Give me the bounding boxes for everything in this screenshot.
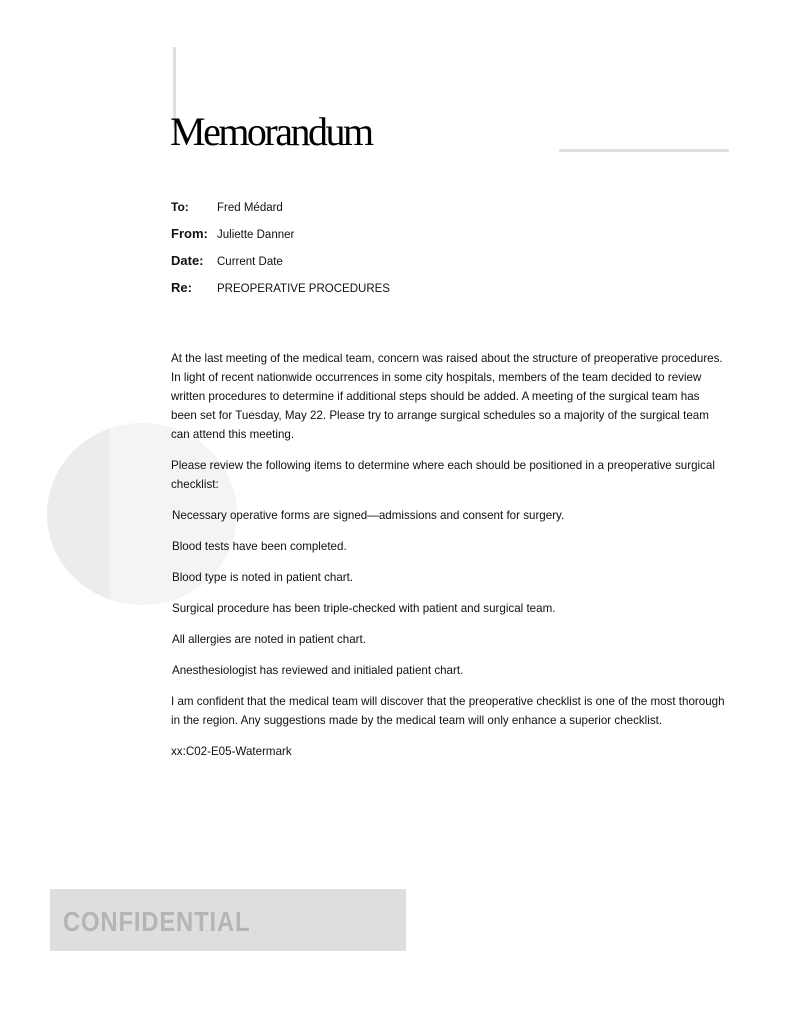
checklist-item: Blood type is noted in patient chart.	[172, 571, 354, 584]
checklist-item: Surgical procedure has been triple-checked with patient and surgical team.	[172, 602, 556, 615]
memo-title: Memorandum	[170, 109, 372, 154]
from-row	[171, 226, 294, 241]
to-label: To:	[171, 200, 189, 214]
confidential-text: CONFIDENTIAL	[63, 906, 251, 937]
re-value: PREOPERATIVE PROCEDURES	[217, 283, 390, 295]
to-value: Fred Médard	[217, 202, 283, 214]
date-row	[171, 253, 283, 268]
from-value: Juliette Danner	[217, 229, 295, 241]
re-label: Re:	[171, 280, 192, 295]
paragraph-closing: I am confident that the medical team will discover that the preoperative checklist is one of the most thorough in the region. Any suggestions made by the medical team will only enhance a superior checklist.	[171, 695, 725, 727]
confidential-watermark	[50, 889, 406, 951]
checklist-item: Necessary operative forms are signed—admissions and consent for surgery.	[172, 509, 565, 522]
reference-initials: xx:C02-E05-Watermark	[171, 745, 292, 758]
checklist-item: All allergies are noted in patient chart.	[172, 633, 366, 646]
date-label: Date:	[171, 253, 204, 268]
from-label: From:	[171, 226, 208, 241]
paragraph-review: Please review the following items to determine where each should be positioned in a preoperative surgical checklist:	[171, 459, 715, 491]
checklist-item: Anesthesiologist has reviewed and initialed patient chart.	[172, 664, 464, 677]
memo-body	[171, 349, 726, 773]
to-row	[171, 200, 283, 214]
decorative-horizontal-line	[559, 149, 729, 152]
checklist-item: Blood tests have been completed.	[172, 540, 347, 553]
date-value: Current Date	[217, 256, 283, 268]
re-row	[171, 280, 390, 295]
paragraph-intro: At the last meeting of the medical team, concern was raised about the structure of preoperative procedures. In light of recent nationwide occurrences in some city hospitals, members of the team decided to review written procedures to determine if additional steps should be added. A meeting of the surgical team has been set for Tuesday, May 22. Please try to arrange surgical schedules so a majority of the surgical team can attend this meeting.	[171, 352, 723, 441]
